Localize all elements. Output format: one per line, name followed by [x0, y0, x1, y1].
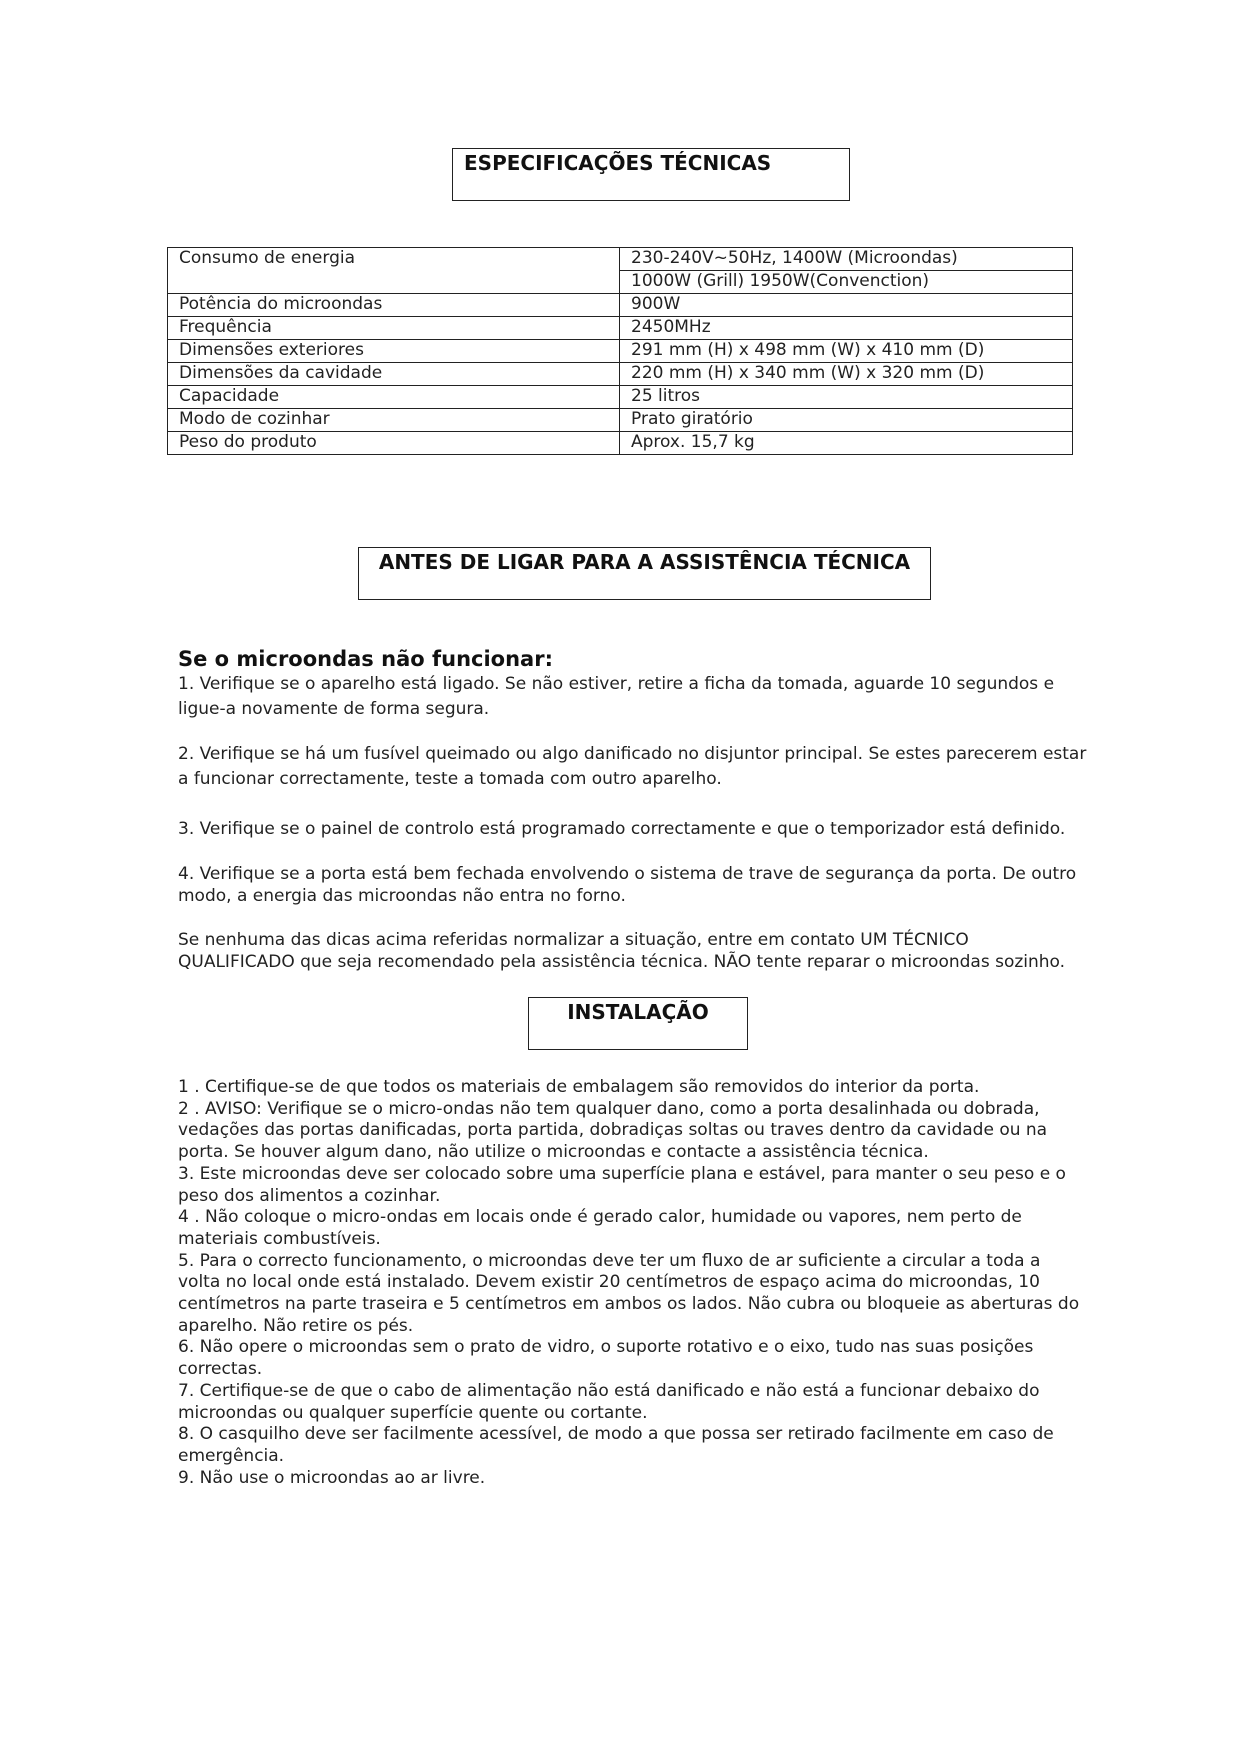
list-item: 9. Não use o microondas ao ar livre.: [178, 1467, 486, 1488]
table-row: [168, 294, 1073, 317]
troubleshoot-step-3: 3. Verifique se o painel de controlo está programado correctamente e que o temporizador está definido.: [178, 819, 1066, 839]
spec-label: Dimensões exteriores: [168, 340, 620, 363]
table-row: [168, 340, 1073, 363]
spec-label: Potência do microondas: [168, 294, 620, 317]
spec-label: Frequência: [168, 317, 620, 340]
spec-value: 291 mm (H) x 498 mm (W) x 410 mm (D): [620, 340, 1073, 363]
troubleshoot-subheading: Se o microondas não funcionar:: [178, 647, 553, 671]
spec-value: 2450MHz: [620, 317, 1073, 340]
table-row: [168, 409, 1073, 432]
spec-value: 900W: [620, 294, 1073, 317]
troubleshoot-step-4: 4. Verifique se a porta está bem fechada envolvendo o sistema de trave de segurança da porta. De outro modo, a energia das microondas não entra no forno.: [178, 864, 1077, 906]
list-item: 2 . AVISO: Verifique se o micro-ondas não tem qualquer dano, como a porta desalinhada ou dobrada, vedações das portas danificadas, porta partida, dobradiças soltas ou traves dentro da cavidade ou na porta. Se houver algum dano, não utilize o microondas e contacte a assistência técnica.: [178, 1098, 1048, 1163]
spec-label: Modo de cozinhar: [168, 409, 620, 432]
spec-label: Peso do produto: [168, 432, 620, 455]
service-heading: ANTES DE LIGAR PARA A ASSISTÊNCIA TÉCNICA: [378, 550, 911, 574]
spec-label: Dimensões da cavidade: [168, 363, 620, 386]
specs-heading-box: [452, 148, 850, 201]
spec-label: Capacidade: [168, 386, 620, 409]
install-heading-box: [528, 997, 748, 1050]
install-heading: INSTALAÇÃO: [567, 1000, 709, 1024]
spec-value: 1000W (Grill) 1950W(Convenction): [620, 271, 1073, 294]
spec-value: Prato giratório: [620, 409, 1073, 432]
install-list: [178, 1077, 1088, 1489]
table-row: [168, 248, 1073, 271]
specs-heading: ESPECIFICAÇÕES TÉCNICAS: [464, 151, 772, 175]
table-row: [168, 317, 1073, 340]
table-row: [168, 386, 1073, 409]
service-heading-box: [358, 547, 931, 600]
list-item: 1 . Certifique-se de que todos os materiais de embalagem são removidos do interior da porta.: [178, 1077, 980, 1097]
spec-value: 230-240V~50Hz, 1400W (Microondas): [620, 248, 1073, 271]
specs-table: [167, 247, 1073, 455]
spec-value: 220 mm (H) x 340 mm (W) x 320 mm (D): [620, 363, 1073, 386]
troubleshoot-note: Se nenhuma das dicas acima referidas normalizar a situação, entre em contato UM TÉCNICO QUALIFICADO que seja recomendado pela assistência técnica. NÃO tente reparar o microondas sozinho.: [178, 930, 1066, 972]
spec-label: Consumo de energia: [168, 248, 620, 294]
list-item: 5. Para o correcto funcionamento, o microondas deve ter um fluxo de ar suficiente a circular a toda a volta no local onde está instalado. Devem existir 20 centímetros de espaço acima do microondas, 10 centímetros na parte traseira e 5 centímetros em ambos os lados. Não cubra ou bloqueie as aberturas do aparelho. Não retire os pés.: [178, 1250, 1080, 1336]
list-item: 6. Não opere o microondas sem o prato de vidro, o suporte rotativo e o eixo, tudo nas suas posições correctas.: [178, 1337, 1034, 1380]
table-row: [168, 432, 1073, 455]
troubleshoot-step-1: 1. Verifique se o aparelho está ligado. Se não estiver, retire a ficha da tomada, aguarde 10 segundos e ligue-a novamente de forma segura.: [178, 674, 1055, 719]
list-item: 8. O casquilho deve ser facilmente acessível, de modo a que possa ser retirado facilmente em caso de emergência.: [178, 1424, 1054, 1466]
list-item: 4 . Não coloque o micro-ondas em locais onde é gerado calor, humidade ou vapores, nem perto de materiais combustíveis.: [178, 1207, 1022, 1249]
list-item: 7. Certifique-se de que o cabo de alimentação não está danificado e não está a funcionar debaixo do microondas ou qualquer superfície quente ou cortante.: [178, 1380, 1040, 1423]
spec-value: 25 litros: [620, 386, 1073, 409]
list-item: 3. Este microondas deve ser colocado sobre uma superfície plana e estável, para manter o seu peso e o peso dos alimentos a cozinhar.: [178, 1163, 1066, 1206]
troubleshoot-step-2: 2. Verifique se há um fusível queimado ou algo danificado no disjuntor principal. Se estes parecerem estar a funcionar correctamente, teste a tomada com outro aparelho.: [178, 744, 1087, 789]
spec-value: Aprox. 15,7 kg: [620, 432, 1073, 455]
table-row: [168, 363, 1073, 386]
